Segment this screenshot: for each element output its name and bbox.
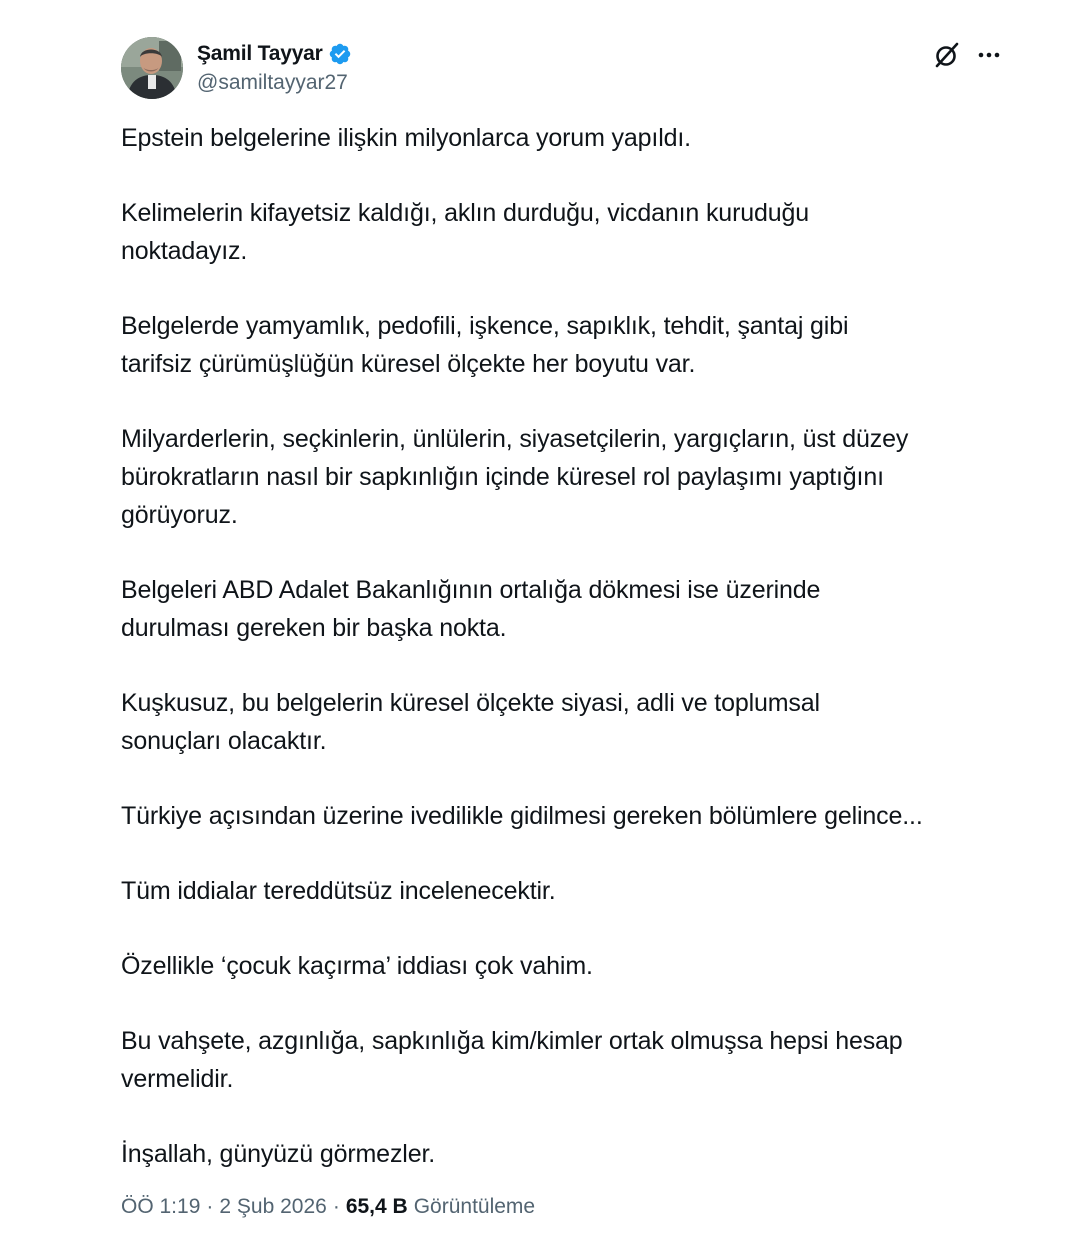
tweet-header: [121, 37, 1011, 101]
tweet-paragraph: Tüm iddialar tereddütsüz incelenecektir.: [121, 877, 556, 905]
grok-icon[interactable]: [933, 41, 961, 69]
tweet-paragraph: Belgelerde yamyamlık, pedofili, işkence, sapıklık, tehdit, şantaj gibi tarifsiz çürümüşlüğün küresel ölçekte her boyutu var.: [121, 312, 849, 378]
tweet-time[interactable]: ÖÖ 1:19: [121, 1195, 201, 1218]
tweet-paragraph: Özellikle ‘çocuk kaçırma’ iddiası çok vahim.: [121, 952, 593, 980]
tweet-paragraph: Epstein belgelerine ilişkin milyonlarca yorum yapıldı.: [121, 124, 691, 152]
verified-badge-icon[interactable]: [328, 42, 352, 66]
meta-separator: ·: [332, 1195, 340, 1218]
tweet-paragraph: Milyarderlerin, seçkinlerin, ünlülerin, siyasetçilerin, yargıçların, üst düzey bürokratların nasıl bir sapkınlığın içinde küresel rol paylaşımı yaptığını görüyoruz.: [121, 425, 909, 529]
display-name[interactable]: Şamil Tayyar: [197, 42, 323, 65]
tweet-paragraph: Kuşkusuz, bu belgelerin küresel ölçekte siyasi, adli ve toplumsal sonuçları olacaktır.: [121, 689, 820, 755]
tweet-paragraph: Türkiye açısından üzerine ivedilikle gidilmesi gereken bölümlere gelince...: [121, 802, 923, 830]
tweet-paragraph: Bu vahşete, azgınlığa, sapkınlığa kim/kimler ortak olmuşsa hepsi hesap vermelidir.: [121, 1027, 903, 1093]
tweet-paragraph: Belgeleri ABD Adalet Bakanlığının ortalığa dökmesi ise üzerinde durulması gereken bir başka nokta.: [121, 576, 821, 642]
meta-separator: ·: [206, 1195, 214, 1218]
tweet-paragraph: Kelimelerin kifayetsiz kaldığı, aklın durduğu, vicdanın kuruduğu noktadayız.: [121, 199, 810, 265]
more-icon[interactable]: [975, 41, 1003, 69]
handle[interactable]: @samiltayyar27: [197, 71, 348, 94]
views-count[interactable]: 65,4 B: [345, 1195, 408, 1218]
tweet-date[interactable]: 2 Şub 2026: [219, 1195, 327, 1218]
name-row: [197, 41, 352, 67]
tweet-text: [121, 119, 1021, 1210]
views-label: Görüntüleme: [413, 1195, 536, 1218]
tweet-meta: [121, 1195, 535, 1219]
tweet-paragraph: İnşallah, günyüzü görmezler.: [121, 1140, 436, 1168]
avatar[interactable]: [121, 37, 183, 99]
